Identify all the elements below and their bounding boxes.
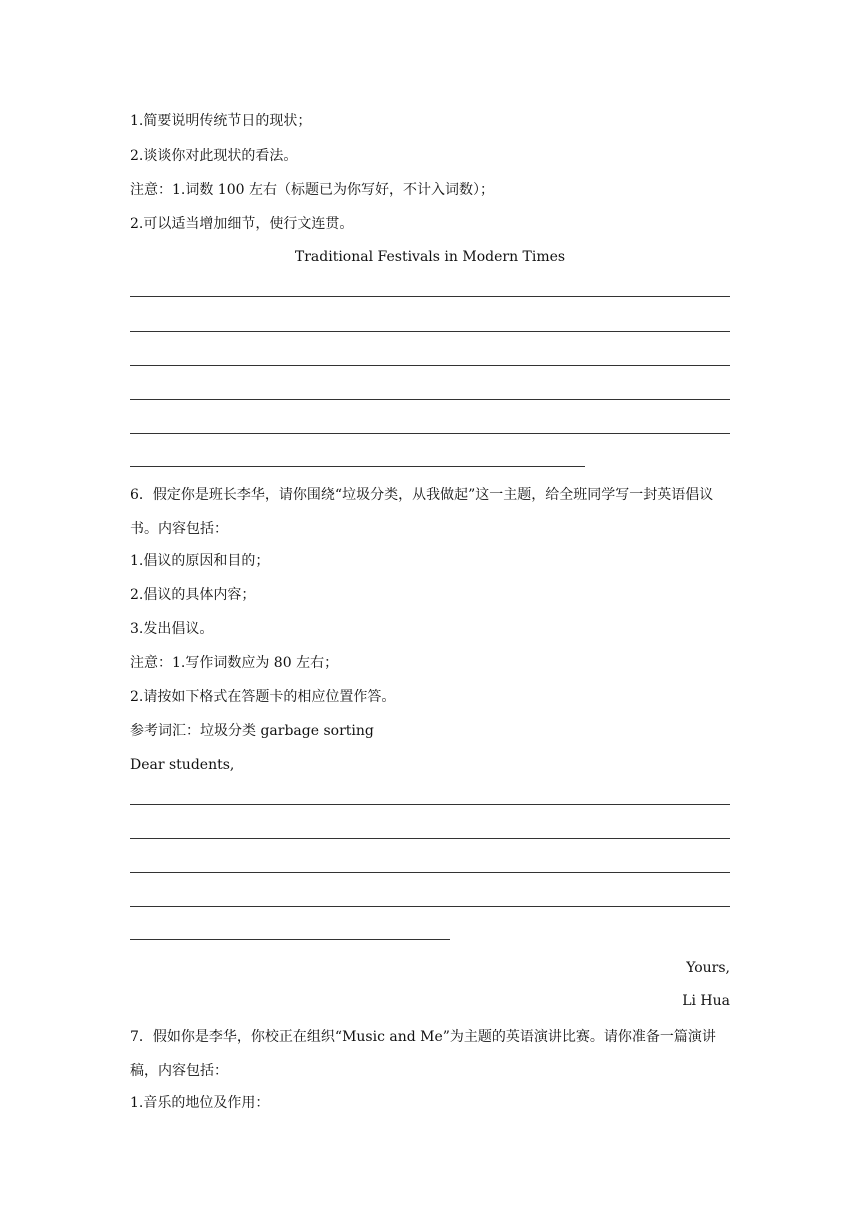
letter-closing: Yours, — [686, 960, 730, 976]
q6-item-2: 2.倡议的具体内容； — [130, 587, 256, 603]
essay-title: Traditional Festivals in Modern Times — [294, 249, 566, 265]
answer-line[interactable] — [130, 365, 730, 366]
q6-item-3: 3.发出倡议。 — [130, 621, 214, 637]
answer-line[interactable] — [130, 331, 730, 332]
answer-line[interactable] — [130, 399, 730, 400]
letter-signature: Li Hua — [682, 993, 730, 1009]
q6-item-1: 1.倡议的原因和目的； — [130, 553, 270, 569]
answer-line[interactable] — [130, 939, 450, 940]
answer-line[interactable] — [130, 804, 730, 805]
q5-note-2: 2.可以适当增加细节，使行文连贯。 — [130, 216, 354, 232]
q5-item-1: 1.简要说明传统节日的现状； — [130, 113, 312, 129]
answer-line[interactable] — [130, 872, 730, 873]
answer-line[interactable] — [130, 466, 585, 467]
letter-salutation: Dear students, — [130, 757, 235, 773]
q7-prompt: 7．假如你是李华，你校正在组织“Music and Me”为主题的英语演讲比赛。请你准备一篇演讲稿，内容包括： — [130, 1029, 716, 1079]
answer-line[interactable] — [130, 838, 730, 839]
q5-note-1: 注意：1.词数 100 左右（标题已为你写好，不计入词数）； — [130, 182, 494, 198]
answer-line[interactable] — [130, 906, 730, 907]
q6-note-2: 2.请按如下格式在答题卡的相应位置作答。 — [130, 689, 396, 705]
q7-item-1: 1.音乐的地位及作用： — [130, 1095, 270, 1111]
q6-note-1: 注意：1.写作词数应为 80 左右； — [130, 655, 339, 671]
q6-prompt: 6．假定你是班长李华，请你围绕“垃圾分类，从我做起”这一主题，给全班同学写一封英语倡议书。内容包括： — [130, 487, 714, 537]
answer-line[interactable] — [130, 296, 730, 297]
answer-line[interactable] — [130, 433, 730, 434]
q6-vocab: 参考词汇：垃圾分类 garbage sorting — [130, 723, 374, 739]
q5-item-2: 2.谈谈你对此现状的看法。 — [130, 148, 298, 164]
